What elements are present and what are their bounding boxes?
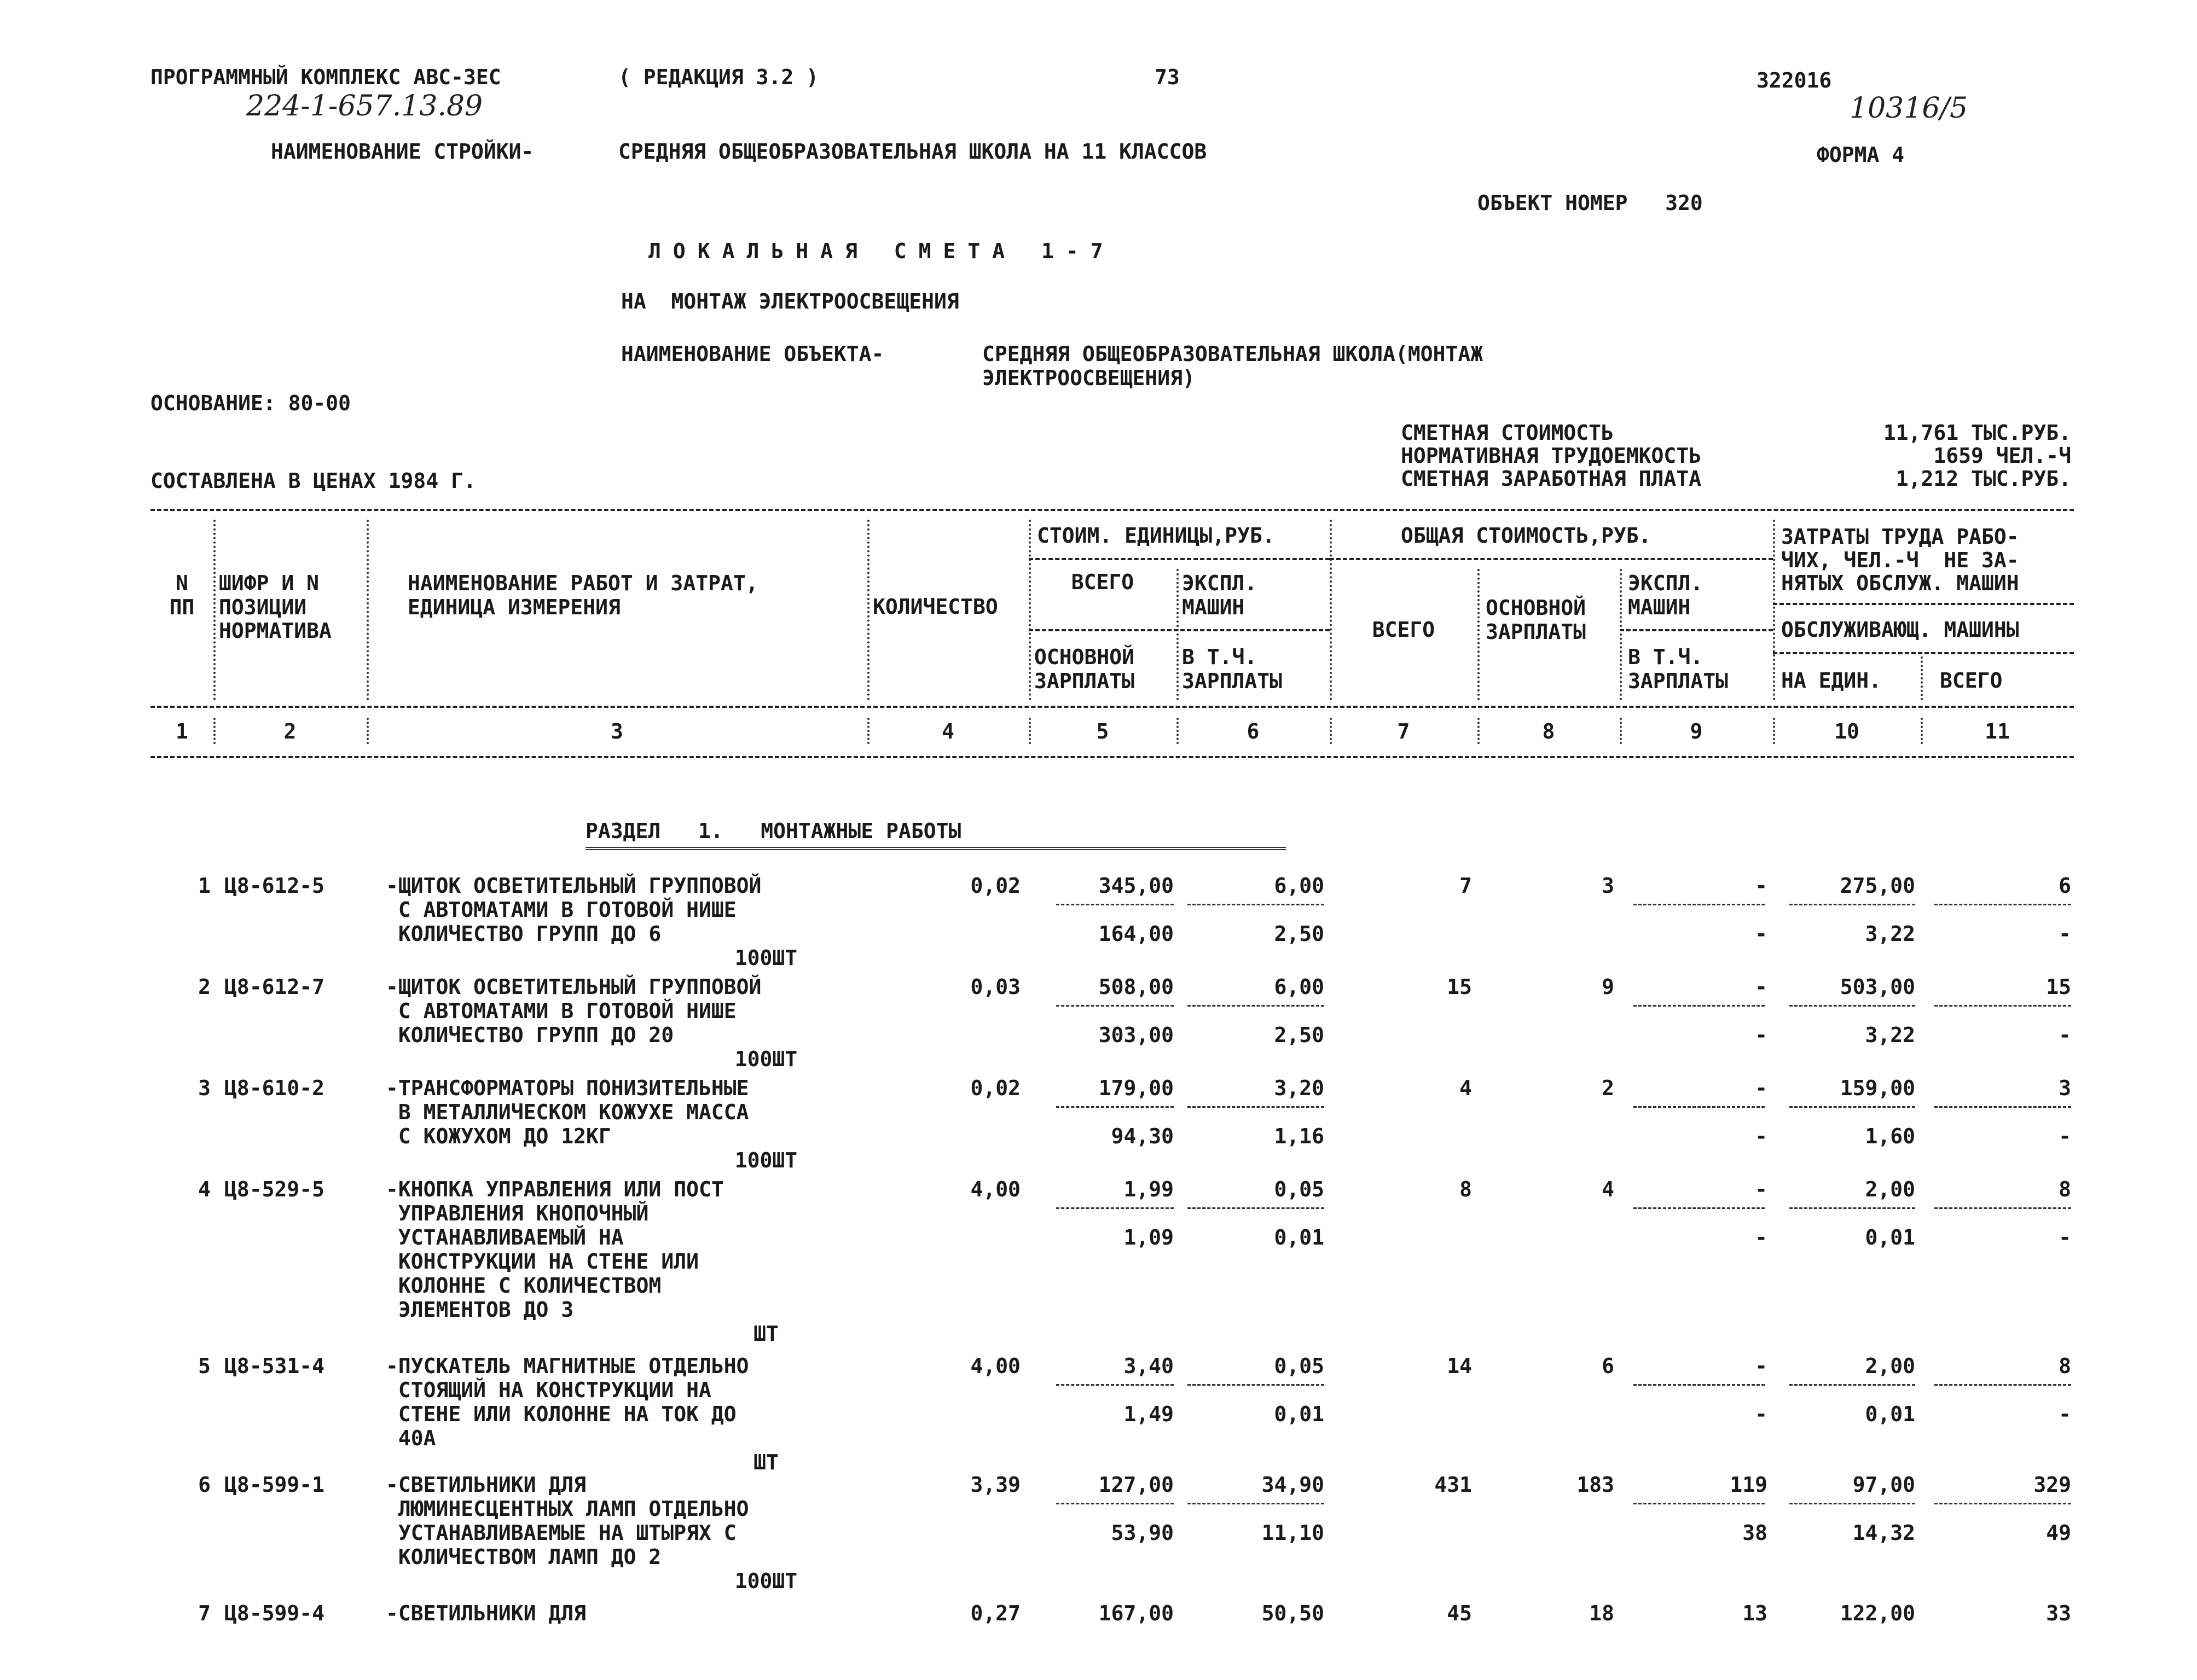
row-code: Ц8-531-4 xyxy=(224,1354,325,1378)
row-labor-unit: 159,00 xyxy=(1840,1076,1915,1100)
row-machine-labor-total: - xyxy=(2059,1124,2071,1148)
row-total-machine-wages: - xyxy=(1755,1225,1767,1249)
row-split-line xyxy=(1187,1106,1324,1108)
col-head-5a: ВСЕГО xyxy=(1071,570,1134,594)
row-total: 8 xyxy=(1459,1177,1472,1201)
row-unit-wages: 164,00 xyxy=(1098,922,1174,946)
col-head-7: ВСЕГО xyxy=(1372,618,1435,642)
row-name-line: СТЕНЕ ИЛИ КОЛОННЕ НА ТОК ДО xyxy=(386,1402,737,1426)
object-label: НАИМЕНОВАНИЕ ОБЪЕКТА- xyxy=(621,342,884,366)
col-divider xyxy=(1921,718,1923,744)
row-name-line: СТОЯЩИЙ НА КОНСТРУКЦИИ НА xyxy=(386,1378,711,1402)
col-head-9b: В Т.Ч. ЗАРПЛАТЫ xyxy=(1628,645,1729,693)
header-rule xyxy=(1773,603,2074,605)
col-divider xyxy=(1029,520,1031,700)
row-total-machine-wages: - xyxy=(1755,922,1767,946)
row-unit: 100ШТ xyxy=(734,1569,798,1593)
row-total-wages: 183 xyxy=(1576,1473,1614,1497)
col-divider xyxy=(1477,718,1480,744)
row-labor-unit: 2,00 xyxy=(1865,1177,1915,1201)
row-split-line xyxy=(1633,1106,1765,1108)
row-total-wages: 3 xyxy=(1602,874,1614,898)
object-name-line2: ЭЛЕКТРООСВЕЩЕНИЯ) xyxy=(982,366,1195,390)
col-num-1: 1 xyxy=(176,719,188,743)
row-code: Ц8-599-1 xyxy=(224,1473,325,1497)
row-code: Ц8-599-4 xyxy=(224,1601,325,1625)
row-machine-labor-total: - xyxy=(2059,1402,2071,1426)
row-split-line xyxy=(1633,904,1765,905)
summary-cost-label: СМЕТНАЯ СТОИМОСТЬ xyxy=(1401,421,1614,445)
row-split-line xyxy=(1633,1005,1765,1007)
row-unit-cost-total: 508,00 xyxy=(1098,975,1174,999)
labor-group: ЗАТРАТЫ ТРУДА РАБО- ЧИХ, ЧЕЛ.-Ч НЕ ЗА- НЯТЫХ ОБСЛУЖ. МАШИН xyxy=(1781,525,2019,596)
col-divider xyxy=(867,520,869,700)
col-head-10: НА ЕДИН. xyxy=(1781,668,1882,693)
row-number: 2 xyxy=(198,975,211,999)
row-total-wages: 2 xyxy=(1602,1076,1614,1100)
row-unit-cost-total: 1,99 xyxy=(1123,1177,1174,1201)
page-number: 73 xyxy=(1155,65,1180,89)
row-split-line xyxy=(1789,1106,1915,1108)
row-unit-cost-total: 127,00 xyxy=(1098,1473,1174,1497)
row-name-line: 40А xyxy=(386,1426,436,1450)
row-unit-wages: 53,90 xyxy=(1111,1521,1174,1545)
col-head-6b: В Т.Ч. ЗАРПЛАТЫ xyxy=(1182,645,1283,693)
row-name-line: ЛЮМИНЕСЦЕНТНЫХ ЛАМП ОТДЕЛЬНО xyxy=(386,1497,749,1521)
row-labor-total: 15 xyxy=(2046,975,2071,999)
row-unit-wages: 94,30 xyxy=(1111,1124,1174,1148)
col-num-11: 11 xyxy=(1985,719,2010,743)
row-unit-wages: 1,49 xyxy=(1123,1402,1174,1426)
row-split-line xyxy=(1056,1106,1174,1108)
row-labor-total: 8 xyxy=(2059,1354,2071,1378)
row-code: Ц8-612-5 xyxy=(224,874,325,898)
row-total-machine-wages: 38 xyxy=(1742,1521,1767,1545)
document-code: 322016 xyxy=(1757,68,1832,92)
row-machine-labor-unit: 14,32 xyxy=(1852,1521,1915,1545)
row-total-machine-wages: - xyxy=(1755,1124,1767,1148)
row-name-line: С КОЖУХОМ ДО 12КГ xyxy=(386,1124,611,1148)
row-unit-cost-machines: 3,20 xyxy=(1274,1076,1324,1100)
col-divider xyxy=(213,520,216,700)
summary-wage-value: 1,212 ТЫС.РУБ. xyxy=(1895,467,2071,491)
col-num-8: 8 xyxy=(1542,719,1555,743)
row-name-line: УПРАВЛЕНИЯ КНОПОЧНЫЙ xyxy=(386,1201,649,1225)
row-split-line xyxy=(1187,1207,1324,1209)
row-name-line: КОЛИЧЕСТВО ГРУПП ДО 6 xyxy=(386,922,662,946)
row-unit-cost-total: 3,40 xyxy=(1123,1354,1174,1378)
row-split-line xyxy=(1934,904,2071,905)
row-unit-cost-machines: 0,05 xyxy=(1274,1177,1324,1201)
section-underline xyxy=(586,847,1286,850)
row-labor-unit: 503,00 xyxy=(1840,975,1915,999)
col-head-5b: ОСНОВНОЙ ЗАРПЛАТЫ xyxy=(1034,645,1135,693)
row-split-line xyxy=(1056,904,1174,905)
row-unit: 100ШТ xyxy=(734,1047,798,1071)
summary-wage-label: СМЕТНАЯ ЗАРАБОТНАЯ ПЛАТА xyxy=(1401,467,1702,491)
row-labor-unit: 97,00 xyxy=(1852,1473,1915,1497)
header-rule xyxy=(1620,629,1773,631)
row-split-line xyxy=(1934,1207,2071,1209)
row-unit-machine-wages: 11,10 xyxy=(1261,1521,1324,1545)
summary-labor-label: НОРМАТИВНАЯ ТРУДОЕМКОСТЬ xyxy=(1401,444,1702,468)
section-title: РАЗДЕЛ 1. МОНТАЖНЫЕ РАБОТЫ xyxy=(586,819,961,843)
row-unit-wages: 1,09 xyxy=(1123,1225,1174,1249)
row-unit-machine-wages: 0,01 xyxy=(1274,1225,1324,1249)
row-unit-wages: 303,00 xyxy=(1098,1023,1174,1047)
col-num-6: 6 xyxy=(1247,719,1260,743)
row-total-machines: - xyxy=(1755,1354,1767,1378)
col-head-4: КОЛИЧЕСТВО xyxy=(873,595,998,619)
row-number: 7 xyxy=(198,1601,211,1625)
object-name-line1: СРЕДНЯЯ ОБЩЕОБРАЗОВАТЕЛЬНАЯ ШКОЛА(МОНТАЖ xyxy=(982,342,1483,366)
row-total: 14 xyxy=(1447,1354,1472,1378)
row-split-line xyxy=(1187,904,1324,905)
row-split-line xyxy=(1934,1503,2071,1504)
header-mid-rule xyxy=(150,706,2074,708)
row-labor-total: 3 xyxy=(2059,1076,2071,1100)
col-divider xyxy=(1176,569,1179,700)
row-number: 1 xyxy=(198,874,211,898)
construction-name: СРЕДНЯЯ ОБЩЕОБРАЗОВАТЕЛЬНАЯ ШКОЛА НА 11 КЛАССОВ xyxy=(618,139,1207,164)
row-machine-labor-total: - xyxy=(2059,1023,2071,1047)
row-name-line: -СВЕТИЛЬНИКИ ДЛЯ xyxy=(386,1601,587,1625)
object-number: ОБЪЕКТ НОМЕР 320 xyxy=(1477,191,1703,215)
row-total: 15 xyxy=(1447,975,1472,999)
row-name-line: С АВТОМАТАМИ В ГОТОВОЙ НИШЕ xyxy=(386,999,737,1023)
row-unit-cost-total: 167,00 xyxy=(1098,1601,1174,1625)
row-unit-cost-machines: 34,90 xyxy=(1261,1473,1324,1497)
row-quantity: 0,02 xyxy=(970,874,1021,898)
row-name-line: УСТАНАВЛИВАЕМЫЙ НА xyxy=(386,1225,624,1249)
row-machine-labor-total: - xyxy=(2059,1225,2071,1249)
summary-labor-value: 1659 ЧЕЛ.-Ч xyxy=(1933,444,2071,468)
row-total-machine-wages: - xyxy=(1755,1023,1767,1047)
summary-cost-value: 11,761 ТЫС.РУБ. xyxy=(1883,421,2071,445)
row-quantity: 4,00 xyxy=(970,1354,1021,1378)
row-unit-machine-wages: 1,16 xyxy=(1274,1124,1324,1148)
row-unit-cost-total: 179,00 xyxy=(1098,1076,1174,1100)
col-num-7: 7 xyxy=(1397,719,1410,743)
col-num-9: 9 xyxy=(1690,719,1703,743)
col-num-2: 2 xyxy=(283,719,297,743)
row-unit-machine-wages: 2,50 xyxy=(1274,1023,1324,1047)
row-code: Ц8-610-2 xyxy=(224,1076,325,1100)
row-split-line xyxy=(1056,1005,1174,1007)
estimate-title: ЛОКАЛЬНАЯ СМЕТА 1-7 xyxy=(648,239,1115,263)
row-total-machine-wages: - xyxy=(1755,1402,1767,1426)
col-head-6a: ЭКСПЛ. МАШИН xyxy=(1182,571,1257,619)
row-code: Ц8-612-7 xyxy=(224,975,325,999)
col-divider xyxy=(367,718,369,744)
row-unit-cost-machines: 50,50 xyxy=(1261,1601,1324,1625)
col-divider xyxy=(1176,718,1179,744)
row-split-line xyxy=(1056,1207,1174,1209)
row-labor-unit: 122,00 xyxy=(1840,1601,1915,1625)
row-name-line: КОЛОННЕ С КОЛИЧЕСТВОМ xyxy=(386,1274,662,1298)
row-name-line: В МЕТАЛЛИЧЕСКОМ КОЖУХЕ МАССА xyxy=(386,1100,749,1124)
row-name-line: УСТАНАВЛИВАЕМЫЕ НА ШТЫРЯХ С xyxy=(386,1521,737,1545)
estimate-subtitle: НА МОНТАЖ ЭЛЕКТРООСВЕЩЕНИЯ xyxy=(621,289,959,313)
row-code: Ц8-529-5 xyxy=(224,1177,325,1201)
row-quantity: 0,03 xyxy=(970,975,1021,999)
col-head-9a: ЭКСПЛ. МАШИН xyxy=(1628,571,1703,619)
row-split-line xyxy=(1187,1005,1324,1007)
row-labor-total: 6 xyxy=(2059,874,2071,898)
row-unit-cost-machines: 6,00 xyxy=(1274,874,1324,898)
row-name-line: ЭЛЕМЕНТОВ ДО 3 xyxy=(386,1298,574,1322)
price-basis: СОСТАВЛЕНА В ЦЕНАХ 1984 Г. xyxy=(150,469,476,493)
col-head-2: ШИФР И N ПОЗИЦИИ НОРМАТИВА xyxy=(219,571,332,643)
header-rule xyxy=(1029,558,1330,560)
row-split-line xyxy=(1633,1384,1765,1386)
row-total-machines: - xyxy=(1755,975,1767,999)
row-total-wages: 18 xyxy=(1589,1601,1614,1625)
row-split-line xyxy=(1789,1005,1915,1007)
header-rule xyxy=(1773,652,2074,654)
row-total: 7 xyxy=(1459,874,1472,898)
row-total: 431 xyxy=(1434,1473,1472,1497)
row-quantity: 4,00 xyxy=(970,1177,1021,1201)
row-labor-total: 8 xyxy=(2059,1177,2071,1201)
row-split-line xyxy=(1789,1503,1915,1504)
header-top-rule xyxy=(150,509,2074,511)
row-total-machines: 13 xyxy=(1742,1601,1767,1625)
row-name-line: -ЩИТОК ОСВЕТИТЕЛЬНЫЙ ГРУППОВОЙ xyxy=(386,874,762,898)
header-bottom-rule xyxy=(150,756,2074,758)
row-total-wages: 4 xyxy=(1602,1177,1614,1201)
row-unit-cost-machines: 6,00 xyxy=(1274,975,1324,999)
row-quantity: 0,27 xyxy=(970,1601,1021,1625)
row-total: 4 xyxy=(1459,1076,1472,1100)
col-divider xyxy=(367,520,369,700)
construction-label: НАИМЕНОВАНИЕ СТРОЙКИ- xyxy=(271,139,534,164)
row-unit-cost-machines: 0,05 xyxy=(1274,1354,1324,1378)
row-unit-cost-total: 345,00 xyxy=(1098,874,1174,898)
row-split-line xyxy=(1789,904,1915,905)
row-labor-total: 33 xyxy=(2046,1601,2071,1625)
row-split-line xyxy=(1633,1503,1765,1504)
col-num-4: 4 xyxy=(942,719,954,743)
row-total: 45 xyxy=(1447,1601,1472,1625)
row-total-machines: - xyxy=(1755,1177,1767,1201)
row-total-wages: 6 xyxy=(1602,1354,1614,1378)
row-unit-machine-wages: 2,50 xyxy=(1274,922,1324,946)
row-machine-labor-total: 49 xyxy=(2046,1521,2071,1545)
col-divider xyxy=(1773,520,1775,700)
row-total-machines: - xyxy=(1755,1076,1767,1100)
row-machine-labor-unit: 3,22 xyxy=(1865,922,1915,946)
row-name-line: КОНСТРУКЦИИ НА СТЕНЕ ИЛИ xyxy=(386,1249,699,1274)
row-split-line xyxy=(1056,1503,1174,1504)
row-total-wages: 9 xyxy=(1602,975,1614,999)
row-split-line xyxy=(1633,1207,1765,1209)
col-head-11: ВСЕГО xyxy=(1940,668,2003,693)
col-num-5: 5 xyxy=(1096,719,1109,743)
row-machine-labor-total: - xyxy=(2059,922,2071,946)
col-divider xyxy=(867,718,869,744)
col-divider xyxy=(1921,656,1923,700)
col-divider xyxy=(1477,569,1480,700)
basis: ОСНОВАНИЕ: 80-00 xyxy=(150,391,351,415)
unit-cost-group: СТОИМ. ЕДИНИЦЫ,РУБ. xyxy=(1037,524,1275,548)
row-unit: ШТ xyxy=(753,1450,779,1474)
row-split-line xyxy=(1056,1384,1174,1386)
labor-subgroup: ОБСЛУЖИВАЮЩ. МАШИНЫ xyxy=(1781,618,2019,642)
col-divider xyxy=(1330,520,1332,700)
row-unit: ШТ xyxy=(753,1322,779,1346)
row-name-line: КОЛИЧЕСТВОМ ЛАМП ДО 2 xyxy=(386,1545,662,1569)
row-name-line: С АВТОМАТАМИ В ГОТОВОЙ НИШЕ xyxy=(386,898,737,922)
row-split-line xyxy=(1934,1005,2071,1007)
row-labor-unit: 275,00 xyxy=(1840,874,1915,898)
row-split-line xyxy=(1187,1503,1324,1504)
row-unit: 100ШТ xyxy=(734,946,798,970)
row-split-line xyxy=(1187,1384,1324,1386)
row-total-machines: 119 xyxy=(1730,1473,1767,1497)
col-divider xyxy=(213,718,216,744)
row-number: 6 xyxy=(198,1473,211,1497)
row-name-line: -ТРАНСФОРМАТОРЫ ПОНИЗИТЕЛЬНЫЕ xyxy=(386,1076,749,1100)
row-machine-labor-unit: 0,01 xyxy=(1865,1225,1915,1249)
row-total-machines: - xyxy=(1755,874,1767,898)
row-machine-labor-unit: 0,01 xyxy=(1865,1402,1915,1426)
row-machine-labor-unit: 1,60 xyxy=(1865,1124,1915,1148)
program-name: ПРОГРАММНЫЙ КОМПЛЕКС АВС-3ЕС xyxy=(150,65,501,89)
row-name-line: КОЛИЧЕСТВО ГРУПП ДО 20 xyxy=(386,1023,674,1047)
row-name-line: -КНОПКА УПРАВЛЕНИЯ ИЛИ ПОСТ xyxy=(386,1177,724,1201)
row-number: 3 xyxy=(198,1076,211,1100)
col-num-3: 3 xyxy=(611,719,623,743)
row-number: 4 xyxy=(198,1177,211,1201)
row-split-line xyxy=(1934,1384,2071,1386)
row-quantity: 0,02 xyxy=(970,1076,1021,1100)
row-split-line xyxy=(1789,1384,1915,1386)
edition: ( РЕДАКЦИЯ 3.2 ) xyxy=(618,65,819,89)
row-name-line: -ПУСКАТЕЛЬ МАГНИТНЫЕ ОТДЕЛЬНО xyxy=(386,1354,749,1378)
col-divider xyxy=(1773,718,1775,744)
row-quantity: 3,39 xyxy=(970,1473,1021,1497)
handwritten-archive-number: 10316/5 xyxy=(1850,92,1968,125)
col-divider xyxy=(1620,718,1622,744)
row-split-line xyxy=(1789,1207,1915,1209)
row-unit: 100ШТ xyxy=(734,1148,798,1172)
col-head-1: N ПП xyxy=(169,571,195,619)
form-label: ФОРМА 4 xyxy=(1817,143,1905,167)
col-head-3: НАИМЕНОВАНИЕ РАБОТ И ЗАТРАТ, ЕДИНИЦА ИЗМЕРЕНИЯ xyxy=(408,571,758,619)
header-rule xyxy=(1330,558,1773,560)
row-labor-total: 329 xyxy=(2033,1473,2071,1497)
row-name-line: -СВЕТИЛЬНИКИ ДЛЯ xyxy=(386,1473,587,1497)
col-head-8: ОСНОВНОЙ ЗАРПЛАТЫ xyxy=(1486,596,1586,644)
row-unit-machine-wages: 0,01 xyxy=(1274,1402,1324,1426)
row-number: 5 xyxy=(198,1354,211,1378)
row-name-line: -ЩИТОК ОСВЕТИТЕЛЬНЫЙ ГРУППОВОЙ xyxy=(386,975,762,999)
row-machine-labor-unit: 3,22 xyxy=(1865,1023,1915,1047)
col-num-10: 10 xyxy=(1834,719,1859,743)
row-split-line xyxy=(1934,1106,2071,1108)
col-divider xyxy=(1620,569,1622,700)
col-divider xyxy=(1029,718,1031,744)
header-rule xyxy=(1029,629,1330,631)
total-cost-group: ОБЩАЯ СТОИМОСТЬ,РУБ. xyxy=(1401,524,1651,548)
col-divider xyxy=(1330,718,1332,744)
handwritten-project-code: 224-1-657.13.89 xyxy=(246,90,483,123)
row-labor-unit: 2,00 xyxy=(1865,1354,1915,1378)
